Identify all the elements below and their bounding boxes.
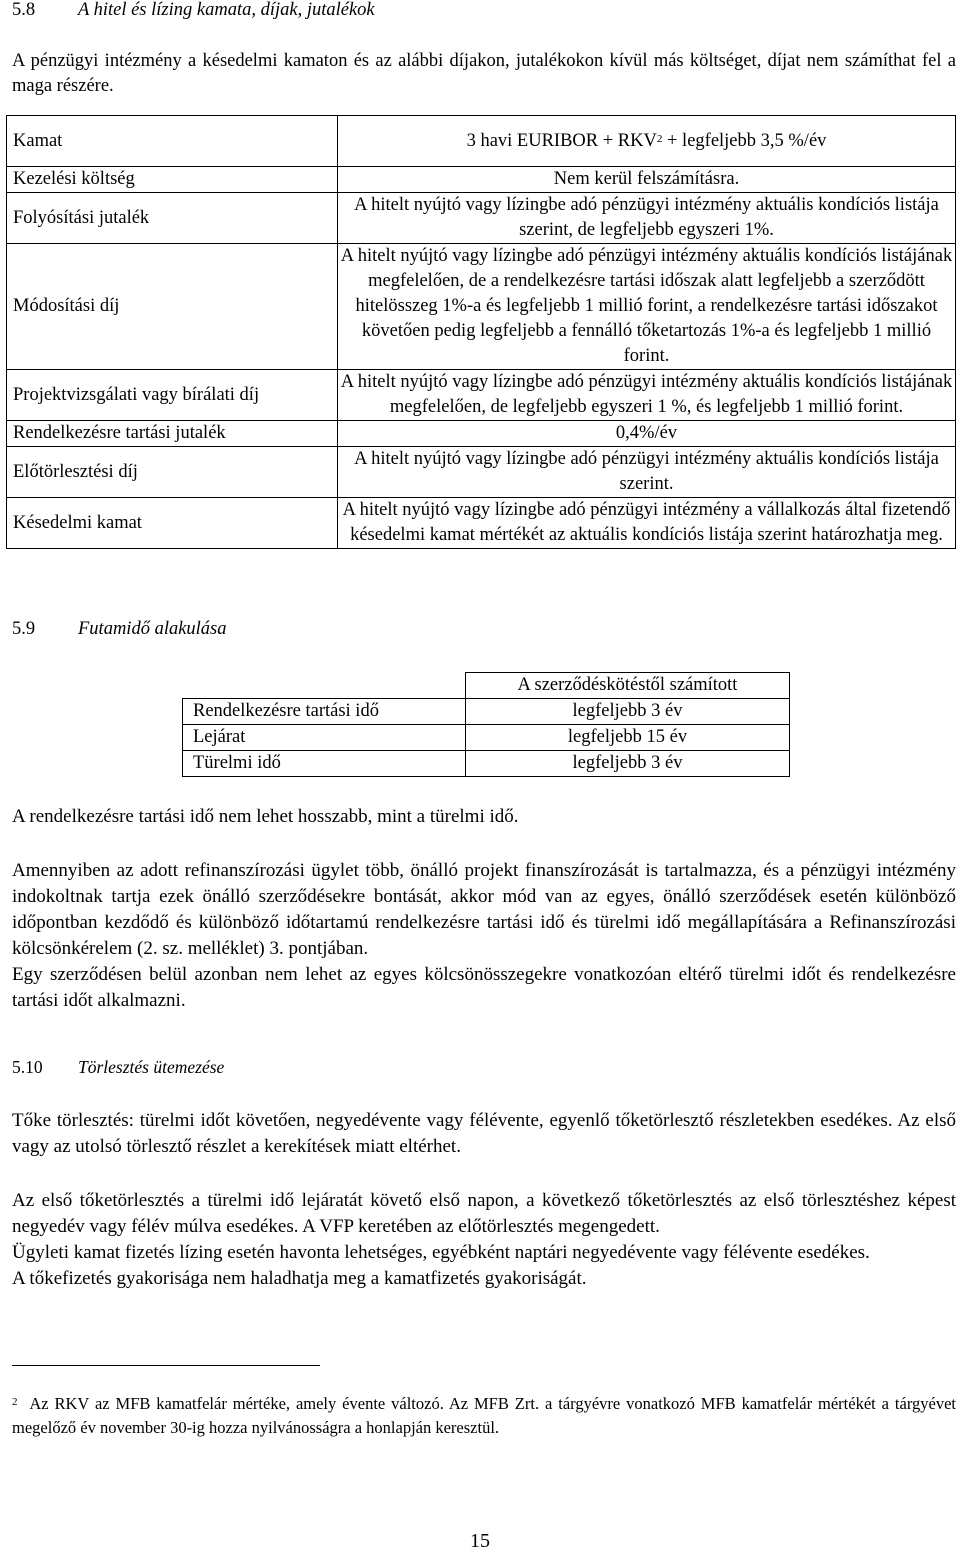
fee-label: Rendelkezésre tartási jutalék: [7, 421, 338, 447]
table-row: [7, 421, 956, 447]
footnote: [12, 1392, 956, 1440]
fee-label: Előtörlesztési díj: [7, 447, 338, 498]
table-row: [183, 699, 790, 725]
fee-label: Folyósítási jutalék: [7, 193, 338, 244]
fee-label: Kezelési költség: [7, 167, 338, 193]
intro-paragraph: A pénzügyi intézmény a késedelmi kamaton és az alábbi díjakon, jutalékokon kívül más költséget, díjat nem számíthat fel a maga részére.: [12, 51, 956, 96]
repay-paragraph-1: Tőke törlesztés: türelmi időt követően, negyedévente vagy félévente, egyenlő tőketörlesztő részletekben esedékes. Az első vagy az utolsó törlesztő részlet a kerekítések miatt eltérhet.: [12, 1110, 956, 1157]
header-empty-cell: [183, 673, 466, 699]
repay-paragraph-2: [12, 1188, 956, 1292]
footnote-text: Az RKV az MFB kamatfelár mértéke, amely évente változó. Az MFB Zrt. a tárgyévre vonatkozó MFB kamatfelár mértékét a tárgyévet megelőző év november 30-ig hozza nyilvánosságra a honlapján keresztül.: [12, 1394, 956, 1437]
repay-text-2: Az első tőketörlesztés a türelmi idő lejáratát követő első napon, a következő tőketörlesztés az első törlesztéshez képest negyedév vagy félév múlva esedékes. A VFP keretében az előtörlesztés megengedett.: [12, 1190, 956, 1237]
table-row: [7, 498, 956, 549]
section-number: 5.10: [12, 1057, 43, 1077]
fee-value: A hitelt nyújtó vagy lízingbe adó pénzügyi intézmény aktuális kondíciós listájának megfelelően, de a rendelkezésre tartási időszak alatt legfeljebb a szerződött hitelösszeg 1%-a és legfeljebb 1 millió forint, a rendelkezésre tartási időszakot követően pedig legfeljebb a fennálló tőketartozás 1%-a és legfeljebb 1 millió forint.: [338, 244, 956, 370]
fee-value-main: 3 havi EURIBOR + RKV: [466, 130, 657, 151]
fee-label: Módosítási díj: [7, 244, 338, 370]
term-table: [182, 672, 790, 777]
section-5-8-heading: [12, 0, 375, 21]
section-5-9-heading: [12, 619, 227, 640]
term-value: legfeljebb 15 év: [466, 725, 790, 751]
fee-label: Késedelmi kamat: [7, 498, 338, 549]
table-row: [7, 447, 956, 498]
table-row: [183, 751, 790, 777]
table-row: [7, 370, 956, 421]
table-header-row: [183, 673, 790, 699]
table-row: [7, 244, 956, 370]
table-row: [7, 193, 956, 244]
table-row: [7, 167, 956, 193]
fee-value-tail: + legfeljebb 3,5 %/év: [662, 130, 827, 151]
term-label: Rendelkezésre tartási idő: [183, 699, 466, 725]
fee-value: Nem kerül felszámításra.: [338, 167, 956, 193]
page-number: 15: [470, 1530, 490, 1552]
fee-value: A hitelt nyújtó vagy lízingbe adó pénzügyi intézmény aktuális kondíciós listája szerint, de legfeljebb egyszeri 1%.: [338, 193, 956, 244]
table-row: [7, 116, 956, 167]
footnote-mark: 2: [12, 1396, 18, 1408]
table-row: [183, 725, 790, 751]
section-number: 5.8: [12, 0, 36, 20]
term-note: A rendelkezésre tartási idő nem lehet hosszabb, mint a türelmi idő.: [12, 806, 519, 827]
fee-value: [338, 116, 956, 167]
section-title: A hitel és lízing kamata, díjak, jutalékok: [78, 0, 375, 20]
repay-text-3: Ügyleti kamat fizetés lízing esetén havonta lehetséges, egyébként naptári negyedévente vagy félévente esedékes.: [12, 1242, 870, 1263]
fee-value: A hitelt nyújtó vagy lízingbe adó pénzügyi intézmény a vállalkozás által fizetendő késedelmi kamat mértékét az aktuális kondíciós listája szerint határozhatja meg.: [338, 498, 956, 549]
column-header: A szerződéskötéstől számított: [466, 673, 790, 699]
term-value: legfeljebb 3 év: [466, 699, 790, 725]
footnote-divider: [12, 1365, 320, 1366]
section-title: Futamidő alakulása: [78, 619, 227, 639]
section-title: Törlesztés ütemezése: [78, 1057, 225, 1077]
footnote-ref: 2: [656, 132, 663, 145]
repay-text-4: A tőkefizetés gyakorisága nem haladhatja meg a kamatfizetés gyakoriságát.: [12, 1268, 587, 1289]
section-5-10-heading: [12, 1057, 224, 1078]
fee-label: Kamat: [7, 116, 338, 167]
term-label: Türelmi idő: [183, 751, 466, 777]
fee-value: A hitelt nyújtó vagy lízingbe adó pénzügyi intézmény aktuális kondíciós listájának megfelelően, de legfeljebb egyszeri 1 %, és legfeljebb 1 millió forint.: [338, 370, 956, 421]
fee-value: A hitelt nyújtó vagy lízingbe adó pénzügyi intézmény aktuális kondíciós listája szerint.: [338, 447, 956, 498]
section-number: 5.9: [12, 619, 36, 639]
refinance-text-2: Egy szerződésen belül azonban nem lehet az egyes kölcsönösszegekre vonatkozóan eltérő türelmi időt és rendelkezésre tartási időt alkalmazni.: [12, 964, 956, 1011]
refinance-paragraph: [12, 858, 956, 1014]
fees-table: [6, 115, 956, 549]
fee-label: Projektvizsgálati vagy bírálati díj: [7, 370, 338, 421]
term-label: Lejárat: [183, 725, 466, 751]
term-value: legfeljebb 3 év: [466, 751, 790, 777]
refinance-text-1: Amennyiben az adott refinanszírozási ügylet több, önálló projekt finanszírozását is tartalmazza, és a pénzügyi intézmény indokoltnak tartja ezek önálló szerződésekre bontását, akkor mód van az egyes, önálló szerződések esetén különböző időpontban kezdődő és különböző időtartamú rendelkezésre tartási idő és türelmi idő megállapítására a Refinanszírozási kölcsönkérelem (2. sz. melléklet) 3. pontjában.: [12, 860, 956, 959]
fee-value: 0,4%/év: [338, 421, 956, 447]
